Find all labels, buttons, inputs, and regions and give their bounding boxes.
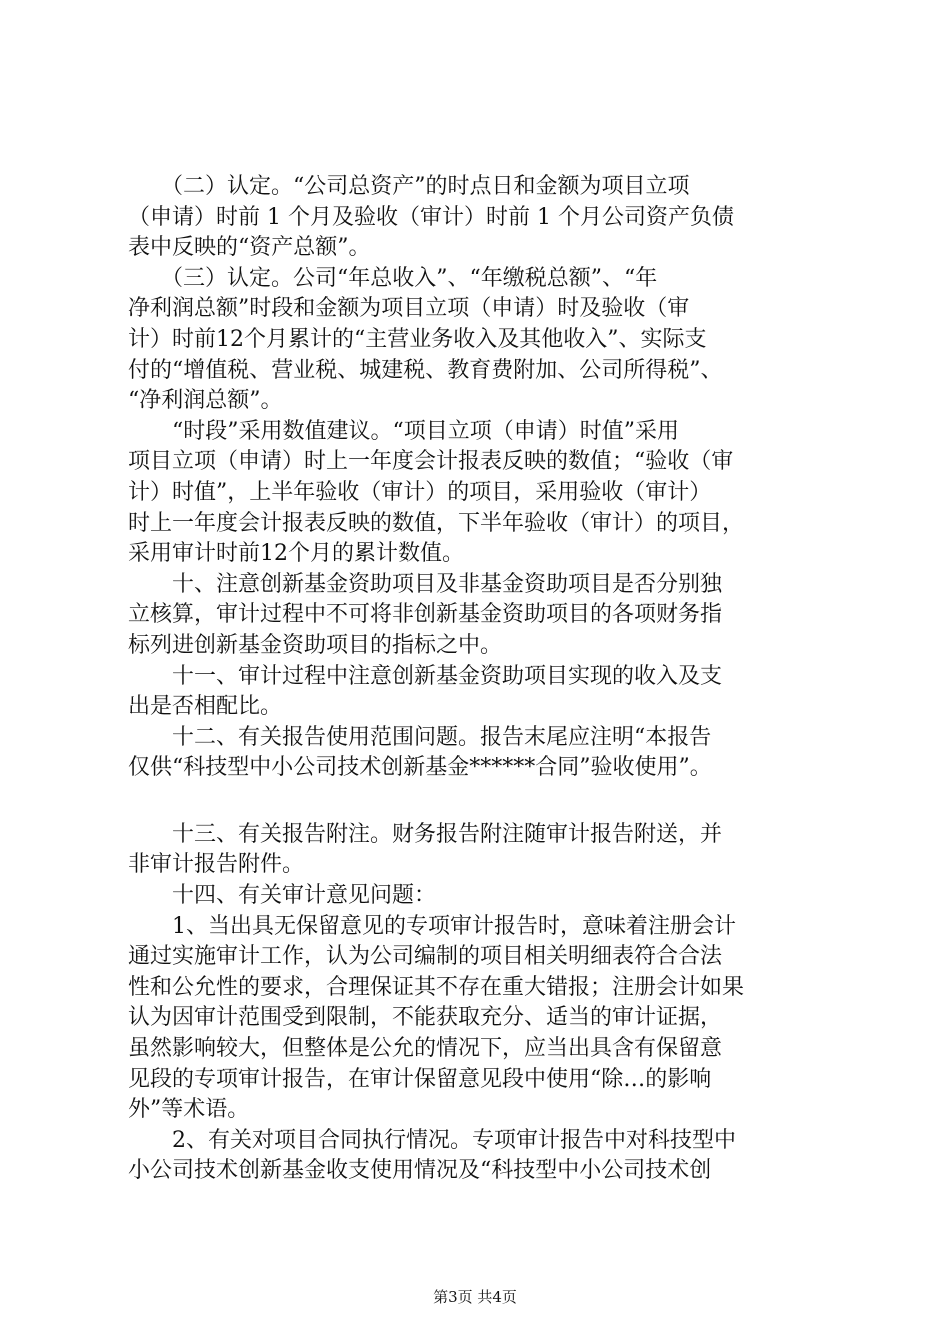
text-line: 十三、有关报告附注。财务报告附注随审计报告附送，并 xyxy=(128,821,723,847)
text-line: 认为因审计范围受到限制，不能获取充分、适当的审计证据， xyxy=(128,1005,723,1031)
text-line: 小公司技术创新基金收支使用情况及“科技型中小公司技术创 xyxy=(128,1158,712,1184)
text-line: 计）时值”，上半年验收（审计）的项目，采用验收（审计） xyxy=(128,479,712,505)
paragraph-gap xyxy=(128,784,848,820)
text-line: 仅供“科技型中小公司技术创新基金******合同”验收使用”。 xyxy=(128,755,712,781)
text-line: 立核算，审计过程中不可将非创新基金资助项目的各项财务指 xyxy=(128,602,723,628)
text-line: 2、有关对项目合同执行情况。专项审计报告中对科技型中 xyxy=(128,1127,736,1153)
text-line: 时上一年度会计报表反映的数值，下半年验收（审计）的项目， xyxy=(128,510,745,536)
text-line: 计）时前12个月累计的“主营业务收入及其他收入”、实际支 xyxy=(128,326,707,352)
text-line: 付的“增值税、营业税、城建税、教育费附加、公司所得税”、 xyxy=(128,357,723,383)
text-line: 十一、审计过程中注意创新基金资助项目实现的收入及支 xyxy=(128,663,723,689)
text-line: 见段的专项审计报告，在审计保留意见段中使用“除…的影响 xyxy=(128,1066,712,1092)
text-line: （二）认定。“公司总资产”的时点日和金额为项目立项 xyxy=(128,174,690,199)
text-line: 十四、有关审计意见问题： xyxy=(128,883,437,909)
text-line: 采用审计时前12个月的累计数值。 xyxy=(128,541,464,567)
text-line: 非审计报告附件。 xyxy=(128,852,305,878)
text-line: 表中反映的“资产总额”。 xyxy=(128,235,371,261)
text-line: 出是否相配比。 xyxy=(128,694,283,720)
document-body xyxy=(128,172,848,1187)
text-line: 性和公允性的要求，合理保证其不存在重大错报；注册会计如果 xyxy=(128,974,745,1000)
text-line: （申请）时前 1 个月及验收（审计）时前 1 个月公司资产负债 xyxy=(128,204,734,230)
text-line: 十二、有关报告使用范围问题。报告末尾应注明“本报告 xyxy=(128,724,712,750)
text-line: 标列进创新基金资助项目的指标之中。 xyxy=(128,632,503,658)
text-line: 虽然影响较大，但整体是公允的情况下，应当出具含有保留意 xyxy=(128,1036,723,1062)
text-line: “时段”采用数值建议。“项目立项（申请）时值”采用 xyxy=(128,418,679,444)
text-line: 净利润总额”时段和金额为项目立项（申请）时及验收（审 xyxy=(128,296,690,322)
text-line: 1、当出具无保留意见的专项审计报告时，意味着注册会计 xyxy=(128,913,736,939)
text-line: 通过实施审计工作，认为公司编制的项目相关明细表符合合法 xyxy=(128,944,723,970)
text-line: “净利润总额”。 xyxy=(128,388,283,414)
page-footer xyxy=(0,1286,950,1307)
text-line: 项目立项（申请）时上一年度会计报表反映的数值；“验收（审 xyxy=(128,449,734,475)
text-line: 十、注意创新基金资助项目及非基金资助项目是否分别独 xyxy=(128,571,723,597)
text-line: 外”等术语。 xyxy=(128,1097,250,1123)
text-line: （三）认定。公司“年总收入”、“年缴税总额”、“年 xyxy=(128,265,658,291)
page-number: 第3页 共4页 xyxy=(433,1288,517,1306)
